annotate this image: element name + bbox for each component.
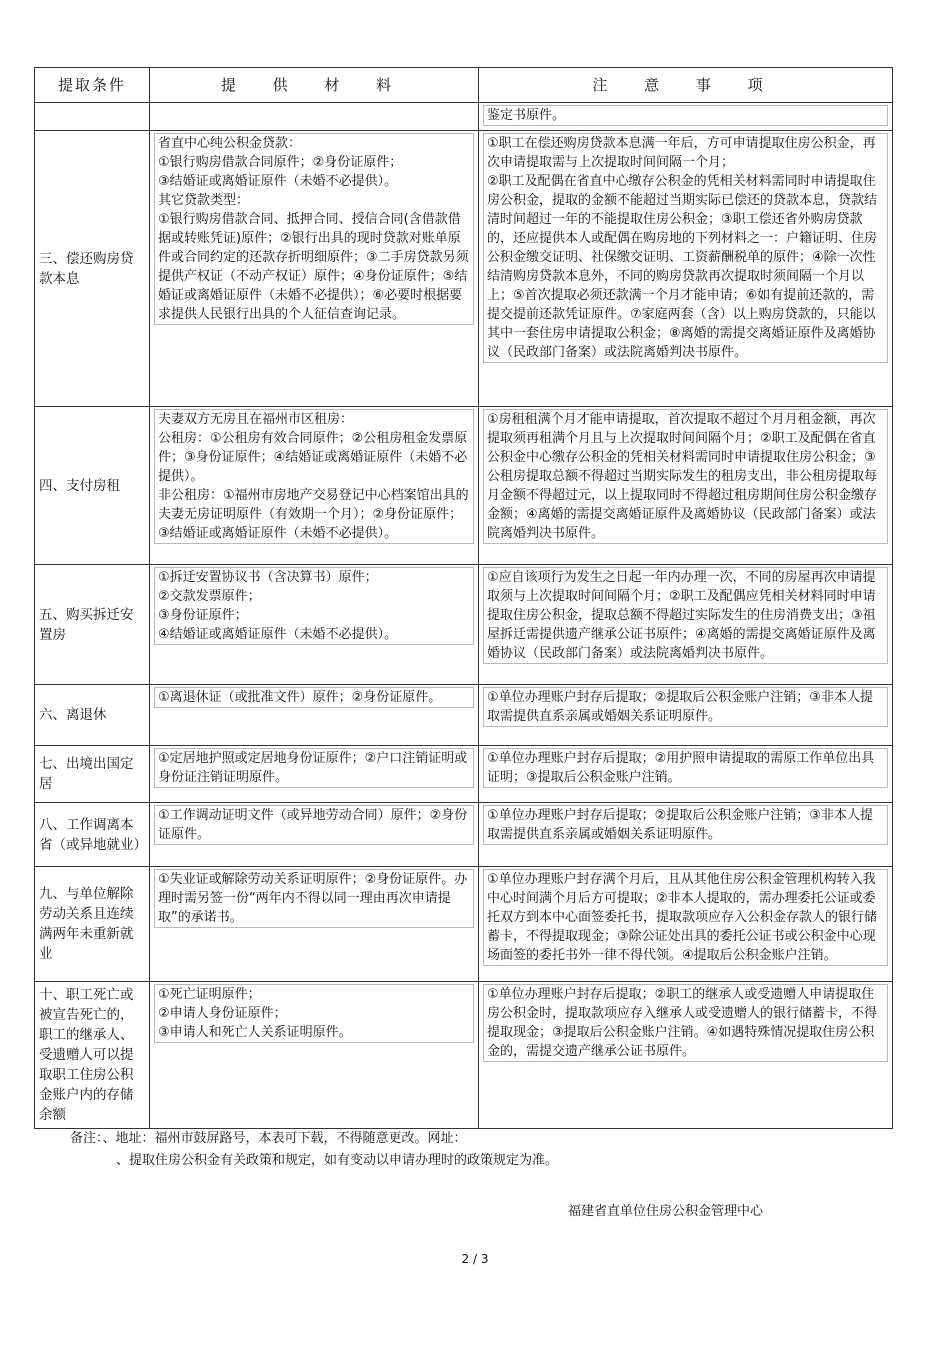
- materials-text: 省直中心纯公积金贷款： ①银行购房借款合同原件；②身份证原件； ③结婚证或离婚证原件（未婚不必提供）。 其它贷款类型： ①银行购房借款合同、抵押合同、授信合同(含借款借据或转账凭证)原件；②银行出具的现时贷款对账单原件或合同约定的还款存折明细原件；③二手房贷款另须提供产权证（不动产权证）原件；④身份证原件；⑤结婚证或离婚证原件（未婚不必提供）；⑥必要时根据要求提供人民银行出具的个人征信查询记录。: [154, 133, 474, 325]
- condition-cell: 七、出境出国定居: [35, 746, 150, 803]
- condition-cell: 九、与单位解除劳动关系且连续满两年未重新就业: [35, 867, 150, 982]
- notes-cell: [479, 407, 893, 565]
- header-condition: 提取条件: [35, 68, 150, 103]
- issuer-signature: 福建省直单位住房公积金管理中心: [568, 1204, 764, 1219]
- notes-text: ①单位办理账户封存后提取；②职工的继承人或受遗赠人申请提取住房公积金时，提取款项应存入继承人或受遗赠人的银行储蓄卡，不得提取现金；③提取后公积金账户注销。④如遇特殊情况提取住房公积金的，需提交遗产继承公证书原件。: [483, 984, 888, 1062]
- table-row: [35, 803, 893, 867]
- notes-cell: [479, 685, 893, 746]
- materials-cell: [150, 746, 479, 803]
- materials-text: ①工作调动证明文件（或异地劳动合同）原件；②身份证原件。: [154, 805, 474, 845]
- materials-cell: [150, 407, 479, 565]
- materials-text: 夫妻双方无房且在福州市区租房： 公租房：①公租房有效合同原件；②公租房租金发票原件；③身份证原件；④结婚证或离婚证原件（未婚不必提供）。 非公租房：①福州市房地产交易登记中心档案馆出具的夫妻无房证明原件（有效期一个月）；②身份证原件；③结婚证或离婚证原件（未婚不必提供）。: [154, 409, 474, 544]
- materials-cell: [150, 685, 479, 746]
- materials-cell: [150, 803, 479, 867]
- notes-cell: [479, 982, 893, 1129]
- table-row: [35, 982, 893, 1129]
- condition-cell: 五、购买拆迁安置房: [35, 565, 150, 685]
- notes-text: ①单位办理账户封存后提取；②提取后公积金账户注销；③非本人提取需提供直系亲属或婚姻关系证明原件。: [483, 805, 888, 845]
- materials-cell: [150, 131, 479, 407]
- notes-text: 鉴定书原件。: [483, 105, 888, 126]
- materials-cell: [150, 565, 479, 685]
- table-row: [35, 103, 893, 131]
- page-number: 2 / 3: [461, 1252, 489, 1266]
- notes-text: ①房租租满个月才能申请提取，首次提取不超过个月月租金额，再次提取须再租满个月且与上次提取时间间隔个月；②职工及配偶在省直公积金中心缴存公积金的凭相关材料需同时申请提取住房公积金；③公租房提取总额不得超过当期实际发生的租房支出，非公租房提取每月金额不得超过元，以上提取同时不得超过租房期间住房公积金缴存金额；④离婚的需提交离婚证原件及离婚协议（民政部门备案）或法院离婚判决书原件。: [483, 409, 888, 544]
- notes-text: ①单位办理账户封存后提取；②提取后公积金账户注销；③非本人提取需提供直系亲属或婚姻关系证明原件。: [483, 687, 888, 727]
- table-row: [35, 867, 893, 982]
- table-row: [35, 131, 893, 407]
- notes-cell: [479, 746, 893, 803]
- materials-text: ①失业证或解除劳动关系证明原件；②身份证原件。办理时需另签一份“两年内不得以同一理由再次申请提取”的承诺书。: [154, 869, 474, 928]
- table-header-row: [35, 68, 893, 103]
- condition-cell: [35, 103, 150, 131]
- header-notes: 注 意 事 项: [479, 68, 893, 103]
- condition-cell: 八、工作调离本省（或异地就业）: [35, 803, 150, 867]
- notes-cell: [479, 103, 893, 131]
- notes-text: ①单位办理账户封存满个月后，且从其他住房公积金管理机构转入我中心时间满个月后方可提取；②非本人提取的，需办理委托公证或委托双方到本中心面签委托书，提取款项应存入公积金存款人的银行储蓄卡，不得提取现金；③除公证处出具的委托公证书或公积金中心现场面签的委托书外一律不得代领。④提取后公积金账户注销。: [483, 869, 888, 966]
- notes-text: ①单位办理账户封存后提取；②用护照申请提取的需原工作单位出具证明；③提取后公积金账户注销。: [483, 748, 888, 788]
- table-row: [35, 746, 893, 803]
- notes-cell: [479, 867, 893, 982]
- withdrawal-conditions-table: [34, 67, 893, 1129]
- materials-cell: [150, 103, 479, 131]
- materials-text: ①离退休证（或批准文件）原件；②身份证原件。: [154, 687, 474, 708]
- table-row: [35, 685, 893, 746]
- footnote-line-2: 、提取住房公积金有关政策和规定，如有变动以申请办理时的政策规定为准。: [116, 1153, 559, 1168]
- notes-text: ①职工在偿还购房贷款本息满一年后，方可申请提取住房公积金，再次申请提取需与上次提取时间间隔一个月； ②职工及配偶在省直中心缴存公积金的凭相关材料需同时申请提取住房公积金，提取的金额不能超过当期实际已偿还的贷款本息，贷款结清时间超过一年的不能提取住房公积金；③职工偿还省外购房贷款的，还应提供本人或配偶在购房地的下列材料之一：户籍证明、住房公积金缴交证明、社保缴交证明、工资薪酬税单的原件；④除一次性结清购房贷款本息外，不同的购房贷款再次提取时须间隔一个月以上；⑤首次提取必须还款满一个月才能申请；⑥如有提前还款的，需提交提前还款凭证原件。⑦家庭两套（含）以上购房贷款的，只能以其中一套住房申请提取公积金；⑧离婚的需提交离婚证原件及离婚协议（民政部门备案）或法院离婚判决书原件。: [483, 133, 888, 363]
- condition-cell: 四、支付房租: [35, 407, 150, 565]
- notes-text: ①应自该项行为发生之日起一年内办理一次，不同的房屋再次申请提取须与上次提取时间间隔个月；②职工及配偶应凭相关材料同时申请提取住房公积金，提取总额不得超过实际发生的住房消费支出；③祖屋拆迁需提供遗产继承公证书原件；④离婚的需提交离婚证原件及离婚协议（民政部门备案）或法院离婚判决书原件。: [483, 567, 888, 664]
- condition-cell: 三、偿还购房贷款本息: [35, 131, 150, 407]
- notes-cell: [479, 565, 893, 685]
- materials-text: ①定居地护照或定居地身份证原件；②户口注销证明或身份证注销证明原件。: [154, 748, 474, 788]
- condition-cell: 十、职工死亡或被宣告死亡的，职工的继承人、受遗赠人可以提取职工住房公积金账户内的存储余额: [35, 982, 150, 1129]
- notes-cell: [479, 803, 893, 867]
- table-row: [35, 565, 893, 685]
- footnote-line-1: 备注：、地址：福州市鼓屏路号，本表可下载，不得随意更改。网址：: [70, 1131, 467, 1146]
- materials-text: ①拆迁安置协议书（含决算书）原件； ②交款发票原件； ③身份证原件； ④结婚证或离婚证原件（未婚不必提供）。: [154, 567, 474, 645]
- table-row: [35, 407, 893, 565]
- footnote: [70, 1128, 558, 1172]
- notes-cell: [479, 131, 893, 407]
- materials-cell: [150, 982, 479, 1129]
- materials-text: ①死亡证明原件； ②申请人身份证原件； ③申请人和死亡人关系证明原件。: [154, 984, 474, 1043]
- materials-cell: [150, 867, 479, 982]
- condition-cell: 六、离退休: [35, 685, 150, 746]
- header-materials: 提 供 材 料: [150, 68, 479, 103]
